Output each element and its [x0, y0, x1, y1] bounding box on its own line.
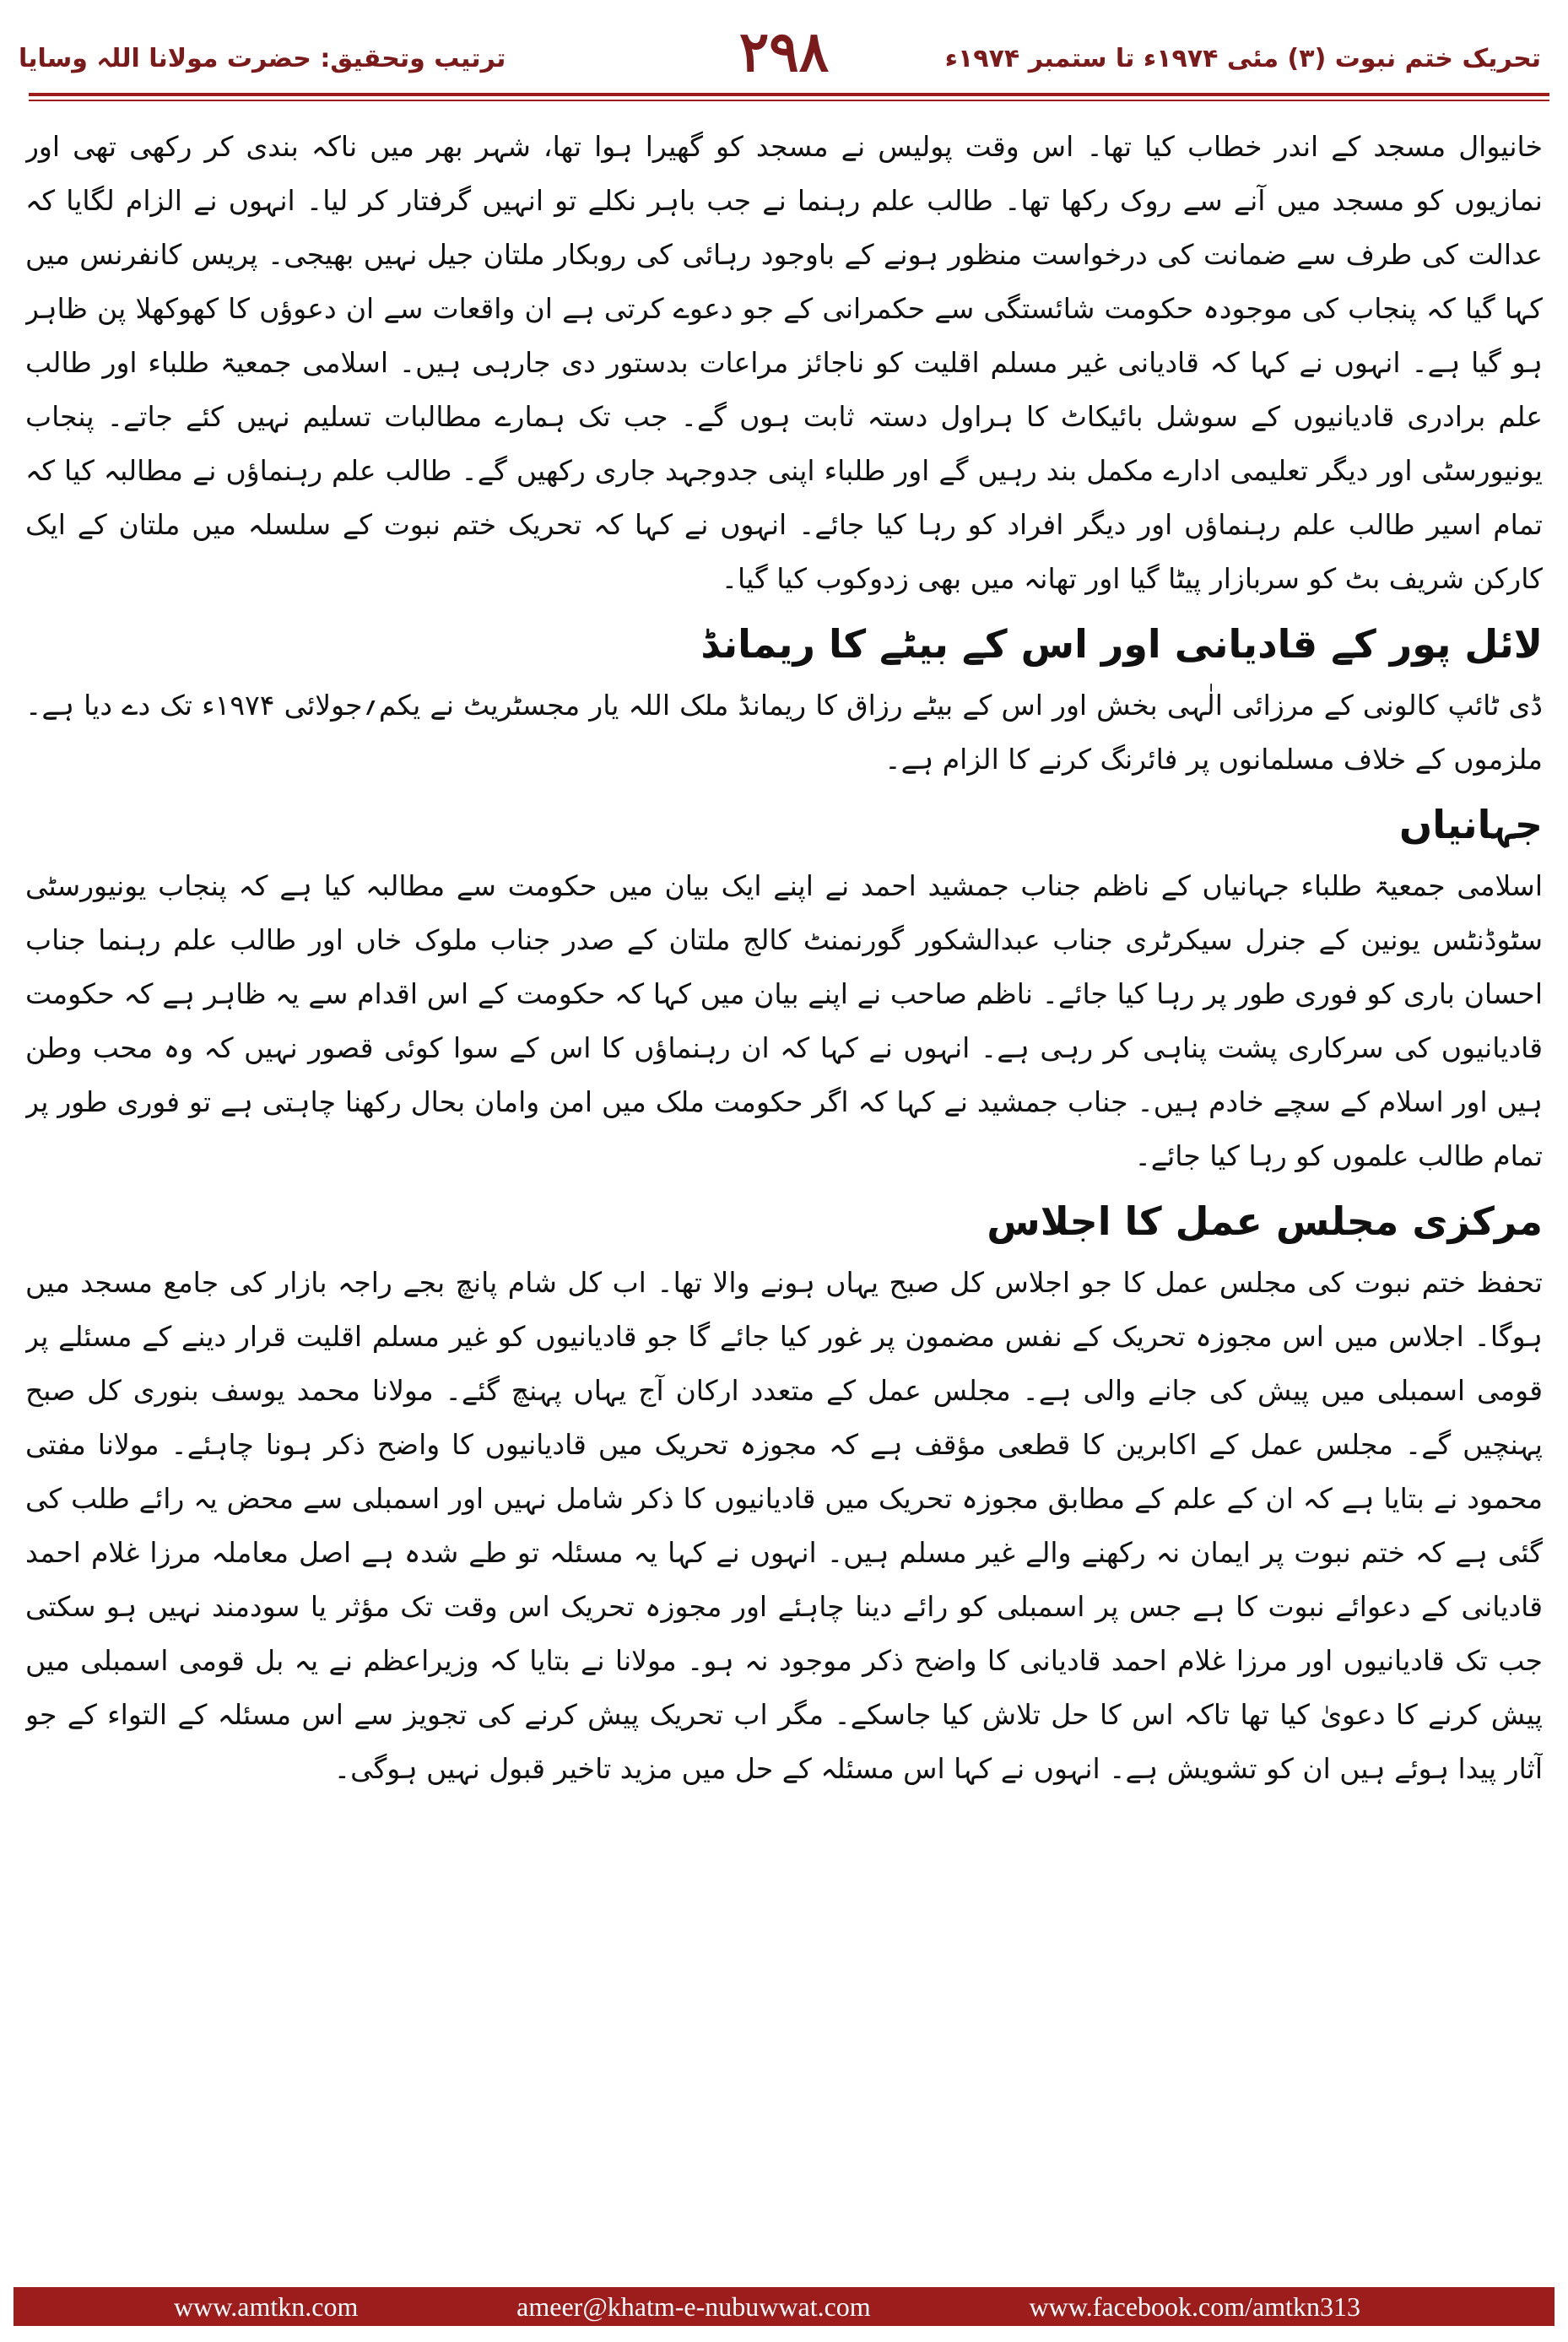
- header-divider: [29, 93, 1549, 101]
- heading-lyallpur: لائل پور کے قادیانی اور اس کے بیٹے کا ریمانڈ: [700, 621, 1543, 667]
- footer-email-link[interactable]: ameer@khatm-e-nubuwwat.com: [516, 2291, 871, 2322]
- paragraph-2: ڈی ٹائپ کالونی کے مرزائی الٰہی بخش اور اس کے بیٹے رزاق کا ریمانڈ ملک اللہ یار مجسٹریٹ نے یکم؍جولائی ۱۹۷۴ء تک دے دیا ہے۔ ملزموں کے خلاف مسلمانوں پر فائرنگ کرنے کا الزام ہے۔: [25, 689, 1543, 776]
- heading-jahanian: جہانیاں: [1399, 802, 1543, 847]
- paragraph-3: اسلامی جمعیۃ طلباء جہانیاں کے ناظم جناب جمشید احمد نے اپنے ایک بیان میں حکومت سے مطالبہ کیا ہے کہ پنجاب یونیورسٹی سٹوڈنٹس یونین کے جنرل سیکرٹری جناب عبدالشکور گورنمنٹ کالج ملتان کے صدر جناب ملوک خاں اور طالب علم رہنما جناب احسان باری کو فوری طور پر رہا کیا جائے۔ ناظم صاحب نے اپنے بیان میں کہا کہ حکومت کے اس اقدام سے یہ ظاہر ہے کہ حکومت قادیانیوں کی سرکاری پشت پناہی کر رہی ہے۔ انہوں نے کہا کہ ان رہنماؤں کا اس کے سوا کوئی قصور نہیں کہ وہ محب وطن ہیں اور اسلام کے سچے خادم ہیں۔ جناب جمشید نے کہا کہ اگر حکومت ملک میں امن وامان بحال رکھنا چاہتی ہے تو فوری طور پر تمام طالب علموں کو رہا کیا جائے۔: [25, 869, 1543, 1172]
- header-book-title: تحریک ختم نبوت (۳) مئی ۱۹۷۴ء تا ستمبر ۱۹۷۴ء: [944, 44, 1541, 73]
- heading-majlis-amal: مرکزی مجلس عمل کا اجلاس: [987, 1198, 1543, 1244]
- page-body: [25, 120, 1543, 2230]
- footer-website-link[interactable]: www.amtkn.com: [174, 2291, 359, 2322]
- page-footer: [14, 2287, 1554, 2326]
- page-number: ۲۹۸: [738, 19, 830, 84]
- footer-facebook-link[interactable]: www.facebook.com/amtkn313: [1029, 2291, 1360, 2322]
- paragraph-4: تحفظ ختم نبوت کی مجلس عمل کا جو اجلاس کل صبح یہاں ہونے والا تھا۔ اب کل شام پانچ بجے راجہ بازار کی جامع مسجد میں ہوگا۔ اجلاس میں اس مجوزہ تحریک کے نفس مضمون پر غور کیا جائے گا جو قادیانیوں کو غیر مسلم اقلیت قرار دینے کے مسئلے پر قومی اسمبلی میں پیش کی جانے والی ہے۔ مجلس عمل کے متعدد ارکان آج یہاں پہنچ گئے۔ مولانا محمد یوسف بنوری کل صبح پہنچیں گے۔ مجلس عمل کے اکابرین کا قطعی مؤقف ہے کہ مجوزہ تحریک میں قادیانیوں کا واضح ذکر ہونا چاہئے۔ مولانا مفتی محمود نے بتایا ہے کہ ان کے علم کے مطابق مجوزہ تحریک میں قادیانیوں کا ذکر شامل نہیں اور اسمبلی سے محض یہ رائے طلب کی گئی ہے کہ ختم نبوت پر ایمان نہ رکھنے والے غیر مسلم ہیں۔ انہوں نے کہا یہ مسئلہ تو طے شدہ ہے اصل معاملہ مرزا غلام احمد قادیانی کے دعوائے نبوت کا ہے جس پر اسمبلی کو رائے دینا چاہئے اور مجوزہ تحریک اس وقت تک مؤثر یا سودمند نہیں ہو سکتی جب تک قادیانیوں اور مرزا غلام احمد قادیانی کا واضح ذکر موجود نہ ہو۔ مولانا نے بتایا کہ وزیراعظم نے یہ بل قومی اسمبلی میں پیش کرنے کا دعویٰ کیا تھا تاکہ اس کا حل تلاش کیا جاسکے۔ مگر اب تحریک پیش کرنے کی تجویز سے اس مسئلہ کے التواء کے جو آثار پیدا ہوئے ہیں ان کو تشویش ہے۔ انہوں نے کہا اس مسئلہ کے حل میں مزید تاخیر قبول نہیں ہوگی۔: [25, 1266, 1543, 1785]
- page-header: [0, 0, 1568, 127]
- header-compiler: ترتیب وتحقیق: حضرت مولانا اللہ وسایا: [19, 44, 506, 73]
- paragraph-1: خانیوال مسجد کے اندر خطاب کیا تھا۔ اس وقت پولیس نے مسجد کو گھیرا ہوا تھا، شہر بھر میں ناکہ بندی کر رکھی تھی اور نمازیوں کو مسجد میں آنے سے روک رکھا تھا۔ طالب علم رہنما نے جب باہر نکلے تو انہیں گرفتار کر لیا۔ انہوں نے الزام لگایا کہ عدالت کی طرف سے ضمانت کی درخواست منظور ہونے کے باوجود رہائی کی روبکار ملتان جیل نہیں بھیجی۔ پریس کانفرنس میں کہا گیا کہ پنجاب کی موجودہ حکومت شائستگی سے حکمرانی کے جو دعوے کرتی ہے ان واقعات سے ان دعوؤں کا کھوکھلا پن ظاہر ہو گیا ہے۔ انہوں نے کہا کہ قادیانی غیر مسلم اقلیت کو ناجائز مراعات بدستور دی جارہی ہیں۔ اسلامی جمعیۃ طلباء اور طالب علم برادری قادیانیوں کے سوشل بائیکاٹ کا ہراول دستہ ثابت ہوں گے۔ جب تک ہمارے مطالبات تسلیم نہیں کئے جاتے۔ پنجاب یونیورسٹی اور دیگر تعلیمی ادارے مکمل بند رہیں گے اور طلباء اپنی جدوجہد جاری رکھیں گے۔ طالب علم رہنماؤں نے مطالبہ کیا کہ تمام اسیر طالب علم رہنماؤں اور دیگر افراد کو رہا کیا جائے۔ انہوں نے کہا کہ تحریک ختم نبوت کے سلسلہ میں ملتان کے ایک کارکن شریف بٹ کو سربازار پیٹا گیا اور تھانہ میں بھی زدوکوب کیا گیا۔: [25, 130, 1543, 595]
